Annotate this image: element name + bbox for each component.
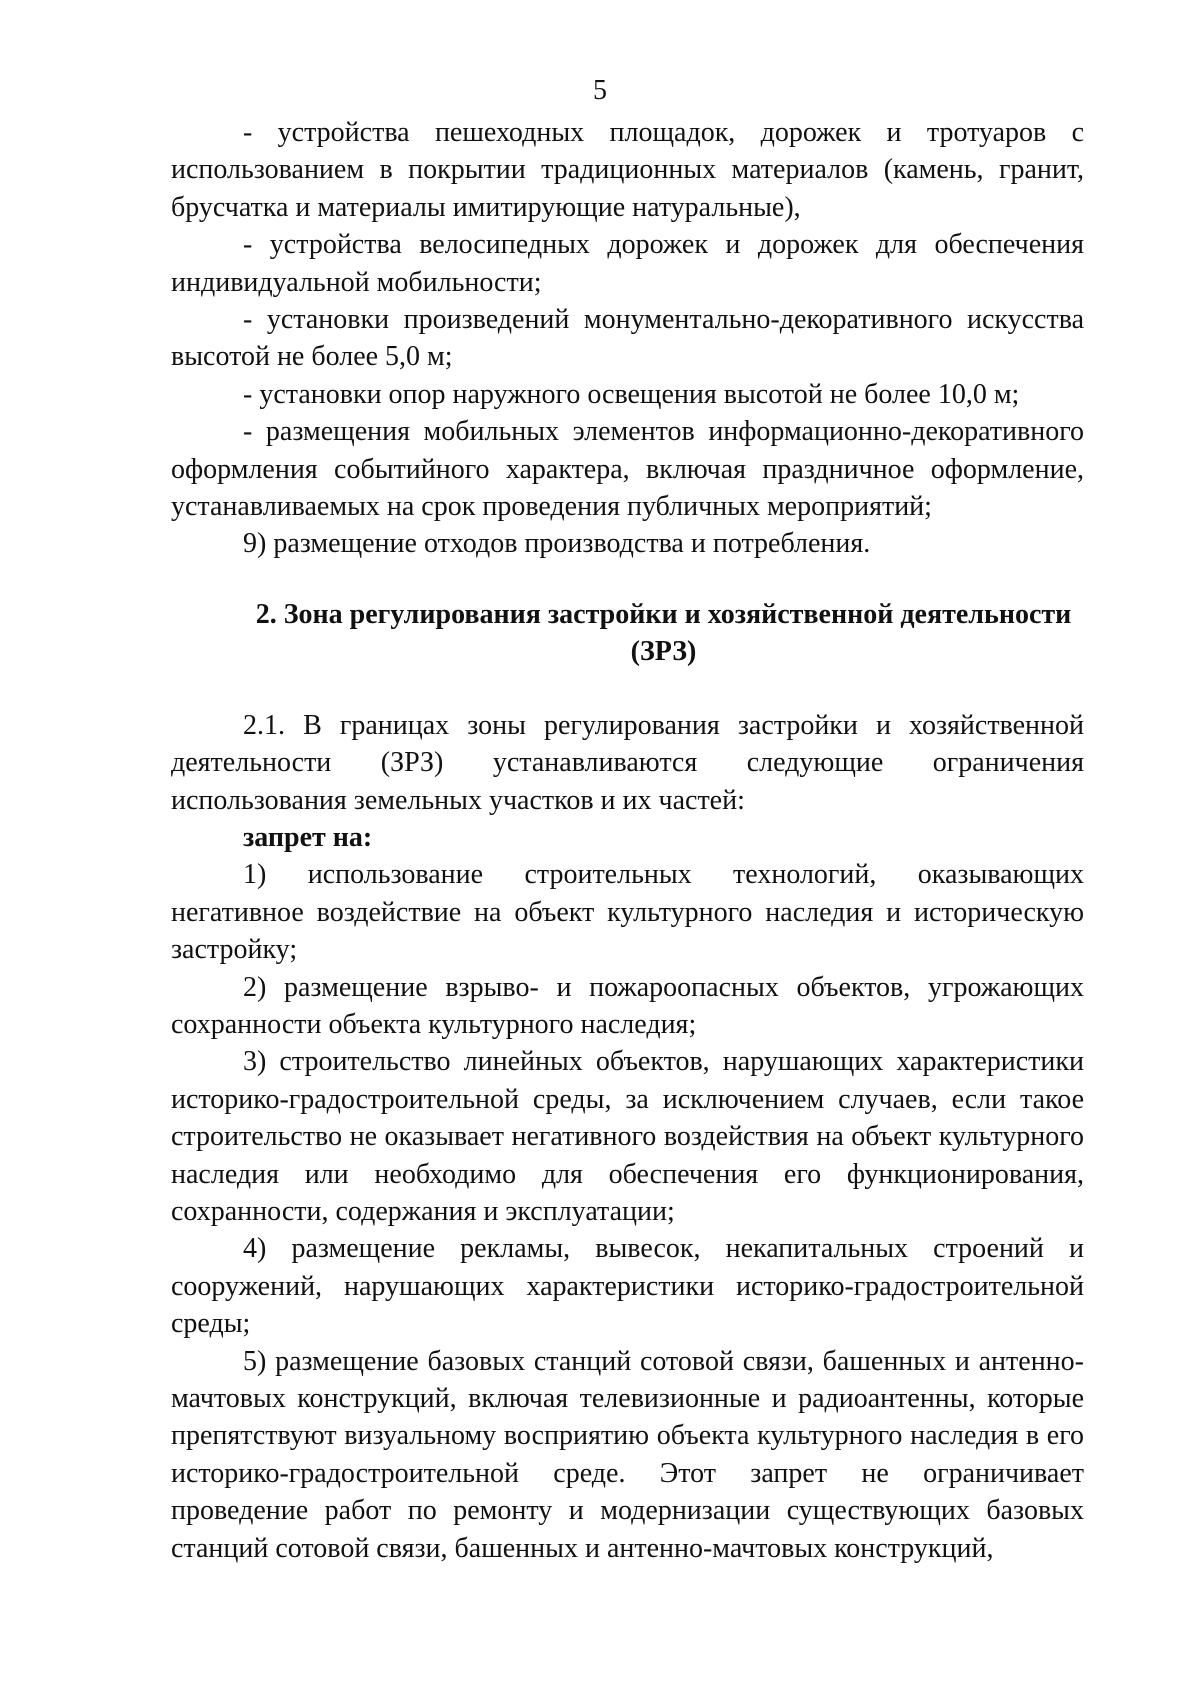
prohibition-item-4: 4) размещение рекламы, вывесок, некапитальных строений и сооружений, нарушающих характеристики историко-градостроительной среды; [171, 1233, 1084, 1340]
prohibition-label: запрет на: [243, 821, 373, 853]
section-heading-line-1: 2. Зона регулирования застройки и хозяйственной деятельности [255, 598, 1072, 630]
section-heading [171, 596, 1084, 671]
paragraph-mobile-decor: - размещения мобильных элементов информационно-декоративного оформления событийного характера, включая праздничное оформление, устанавливаемых на срок проведения публичных мероприятий; [171, 416, 1084, 523]
document-body [171, 114, 1084, 1567]
section-intro: 2.1. В границах зоны регулирования застройки и хозяйственной деятельности (ЗРЗ) устанавливаются следующие ограничения использования земельных участков и их частей: [171, 709, 1084, 816]
paragraph-bicycle-paths: - устройства велосипедных дорожек и дорожек для обеспечения индивидуальной мобильности; [171, 229, 1084, 298]
paragraph-lighting-poles: - установки опор наружного освещения высотой не более 10,0 м; [243, 378, 1020, 410]
page-number: 5 [593, 75, 607, 106]
paragraph-pedestrian-areas: - устройства пешеходных площадок, дорожек и тротуаров с использованием в покрытии традиционных материалов (камень, гранит, брусчатка и материалы имитирующие натуральные), [171, 117, 1084, 223]
paragraph-monumental-art: - установки произведений монументально-декоративного искусства высотой не более 5,0 м; [171, 304, 1084, 373]
prohibition-item-2: 2) размещение взрыво- и пожароопасных объектов, угрожающих сохранности объекта культурного наследия; [171, 971, 1084, 1040]
prohibition-item-5: 5) размещение базовых станций сотовой связи, башенных и антенно-мачтовых конструкций, включая телевизионные и радиоантенны, которые препятствуют визуальному восприятию объекта культурного наследия в его историко-градостроительной среде. Этот запрет не ограничивает проведение работ по ремонту и модернизации существующих базовых станций сотовой связи, башенных и антенно-мачтовых конструкций, [171, 1345, 1084, 1564]
prohibition-item-1: 1) использование строительных технологий, оказывающих негативное воздействие на объект культурного наследия и историческую застройку; [171, 859, 1084, 966]
paragraph-waste: 9) размещение отходов производства и потребления. [243, 528, 871, 560]
section-heading-line-2: (ЗРЗ) [630, 636, 697, 668]
prohibition-item-3: 3) строительство линейных объектов, нарушающих характеристики историко-градостроительной среды, за исключением случаев, если такое строительство не оказывает негативного воздействия на объект культурного наследия или необходимо для обеспечения его функционирования, сохранности, содержания и эксплуатации; [171, 1046, 1084, 1227]
